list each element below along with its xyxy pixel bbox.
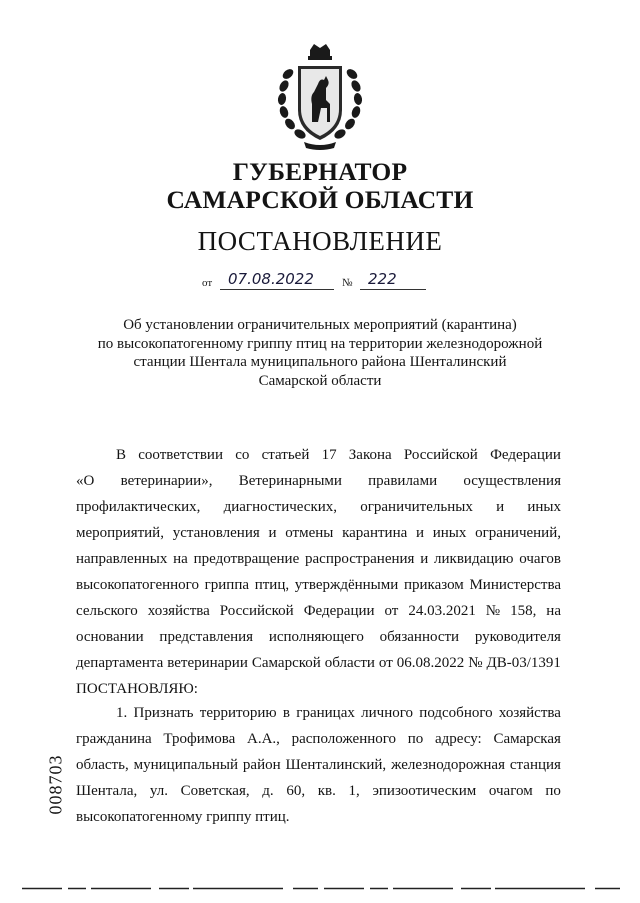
word: области bbox=[324, 655, 375, 671]
text-line bbox=[76, 778, 561, 804]
word: 158, bbox=[510, 603, 537, 619]
word: границах bbox=[296, 705, 355, 721]
subject-line: по высокопатогенному гриппу птиц на территории железнодорожной bbox=[97, 335, 543, 352]
word: Признать bbox=[133, 705, 194, 721]
text-line bbox=[76, 546, 561, 572]
word: ул. bbox=[149, 783, 168, 799]
word: представления bbox=[159, 629, 254, 645]
word: ветеринарии», bbox=[120, 473, 213, 489]
handwritten-date: 07.08.2022 bbox=[228, 270, 314, 288]
word: установления bbox=[172, 525, 260, 541]
word: хозяйства bbox=[147, 603, 210, 619]
word: ветеринарии bbox=[167, 655, 248, 671]
word: профилактических, bbox=[76, 499, 201, 515]
text-line bbox=[76, 700, 561, 726]
word: иных bbox=[527, 499, 561, 515]
date-label: от bbox=[202, 277, 213, 289]
word: и bbox=[268, 525, 277, 541]
word: Российской bbox=[403, 447, 478, 463]
word: и bbox=[420, 551, 429, 567]
word: 1, bbox=[348, 783, 360, 799]
word: правилами bbox=[368, 473, 438, 489]
word: станция bbox=[509, 757, 561, 773]
text-line bbox=[76, 726, 561, 752]
word: кв. bbox=[317, 783, 336, 799]
text-line bbox=[76, 520, 561, 546]
word: и bbox=[496, 499, 505, 515]
text-line bbox=[76, 650, 561, 676]
word: Закона bbox=[348, 447, 392, 463]
word: подсобного bbox=[419, 705, 493, 721]
word: Шенталинский, bbox=[285, 757, 387, 773]
word: распространения bbox=[305, 551, 415, 567]
word: Федерации bbox=[490, 447, 561, 463]
word: статьей bbox=[261, 447, 310, 463]
word: гражданина bbox=[76, 731, 152, 747]
word: личного bbox=[361, 705, 414, 721]
bottom-scan-line bbox=[22, 887, 622, 890]
word: 06.08.2022 bbox=[396, 655, 465, 671]
word: птиц, bbox=[254, 577, 290, 593]
number-underline bbox=[360, 289, 426, 290]
word: высокопатогенного bbox=[76, 577, 199, 593]
text-line bbox=[76, 572, 561, 598]
subject-line: станции Шентала муниципального района Шенталинский bbox=[133, 354, 507, 370]
word: департамента bbox=[76, 655, 164, 671]
word: мероприятий, bbox=[76, 525, 164, 541]
org-title-line1: ГУБЕРНАТОР bbox=[232, 157, 408, 186]
word: д. bbox=[262, 783, 274, 799]
word: территорию bbox=[199, 705, 277, 721]
resolve-word: ПОСТАНОВЛЯЮ: bbox=[76, 681, 198, 697]
word: отмены bbox=[285, 525, 334, 541]
subject-line: Об установлении ограничительных мероприятий (карантина) bbox=[123, 317, 517, 333]
item-1-paragraph bbox=[76, 700, 561, 830]
word: «О bbox=[76, 473, 95, 489]
document-subject bbox=[80, 316, 560, 390]
word: Российской bbox=[219, 603, 294, 619]
word: соответствии bbox=[138, 447, 223, 463]
word: № bbox=[468, 655, 483, 671]
word: основании bbox=[76, 629, 144, 645]
word: 1. bbox=[116, 705, 128, 721]
word: 24.03.2021 bbox=[408, 603, 476, 619]
word: и bbox=[415, 525, 424, 541]
word: иных bbox=[432, 525, 467, 541]
word: муниципальный bbox=[133, 757, 239, 773]
date-underline bbox=[220, 289, 334, 290]
word: адресу: bbox=[434, 731, 482, 747]
word: расположенного bbox=[291, 731, 397, 747]
text-line bbox=[76, 624, 561, 650]
preamble-paragraph bbox=[76, 442, 561, 702]
word: приказом bbox=[403, 577, 464, 593]
word: В bbox=[116, 447, 127, 463]
word: ограничительных bbox=[360, 499, 473, 515]
coat-of-arms-icon bbox=[274, 44, 366, 150]
word: исполняющего bbox=[268, 629, 364, 645]
word: ограничений, bbox=[475, 525, 561, 541]
word: карантина bbox=[342, 525, 408, 541]
word: эпизоотическим bbox=[372, 783, 477, 799]
word: Самарской bbox=[251, 655, 321, 671]
word: ДВ-03/1391 bbox=[486, 655, 561, 671]
text-line bbox=[76, 598, 561, 624]
word: в bbox=[282, 705, 291, 721]
word: диагностических, bbox=[223, 499, 338, 515]
word: сельского bbox=[76, 603, 138, 619]
word: обязанности bbox=[379, 629, 460, 645]
org-title-line2: САМАРСКОЙ ОБЛАСТИ bbox=[166, 185, 474, 214]
word: руководителя bbox=[474, 629, 561, 645]
word: направленных bbox=[76, 551, 168, 567]
subject-line: Самарской области bbox=[258, 372, 382, 389]
word: по bbox=[545, 783, 561, 799]
word: от bbox=[384, 603, 399, 619]
word: ликвидацию bbox=[434, 551, 514, 567]
word: на bbox=[546, 603, 561, 619]
word: гриппа bbox=[204, 577, 250, 593]
word: от bbox=[378, 655, 393, 671]
word: предотвращение bbox=[193, 551, 300, 567]
word: Трофимова bbox=[163, 731, 236, 747]
document-type: ПОСТАНОВЛЕНИЕ bbox=[197, 226, 443, 256]
side-stamp-text: 008703 bbox=[45, 754, 66, 815]
word: утверждёнными bbox=[294, 577, 399, 593]
text-line bbox=[76, 494, 561, 520]
word: со bbox=[235, 447, 250, 463]
word: Ветеринарными bbox=[238, 473, 342, 489]
word: Шентала, bbox=[76, 783, 138, 799]
word: Федерации bbox=[303, 603, 375, 619]
text-line bbox=[76, 468, 561, 494]
word: Самарская bbox=[493, 731, 561, 747]
word: по bbox=[407, 731, 424, 747]
word: очагов bbox=[519, 551, 561, 567]
word: № bbox=[485, 603, 501, 619]
date-number-line bbox=[202, 268, 442, 294]
word: район bbox=[242, 757, 281, 773]
handwritten-number: 222 bbox=[368, 270, 397, 288]
word: железнодорожная bbox=[391, 757, 505, 773]
word: Министерства bbox=[469, 577, 561, 593]
word: Советская, bbox=[180, 783, 250, 799]
text-line bbox=[76, 442, 561, 468]
word: 60, bbox=[286, 783, 306, 799]
word: очагом bbox=[488, 783, 533, 799]
word: А.А., bbox=[246, 731, 280, 747]
text-line bbox=[76, 752, 561, 778]
text-line-last: высокопатогенному гриппу птиц. bbox=[76, 809, 290, 825]
word: на bbox=[173, 551, 188, 567]
word: хозяйства bbox=[498, 705, 561, 721]
number-label: № bbox=[342, 277, 353, 289]
side-stamp-number bbox=[42, 748, 68, 828]
word: область, bbox=[76, 757, 129, 773]
word: 17 bbox=[321, 447, 337, 463]
word: осуществления bbox=[463, 473, 561, 489]
